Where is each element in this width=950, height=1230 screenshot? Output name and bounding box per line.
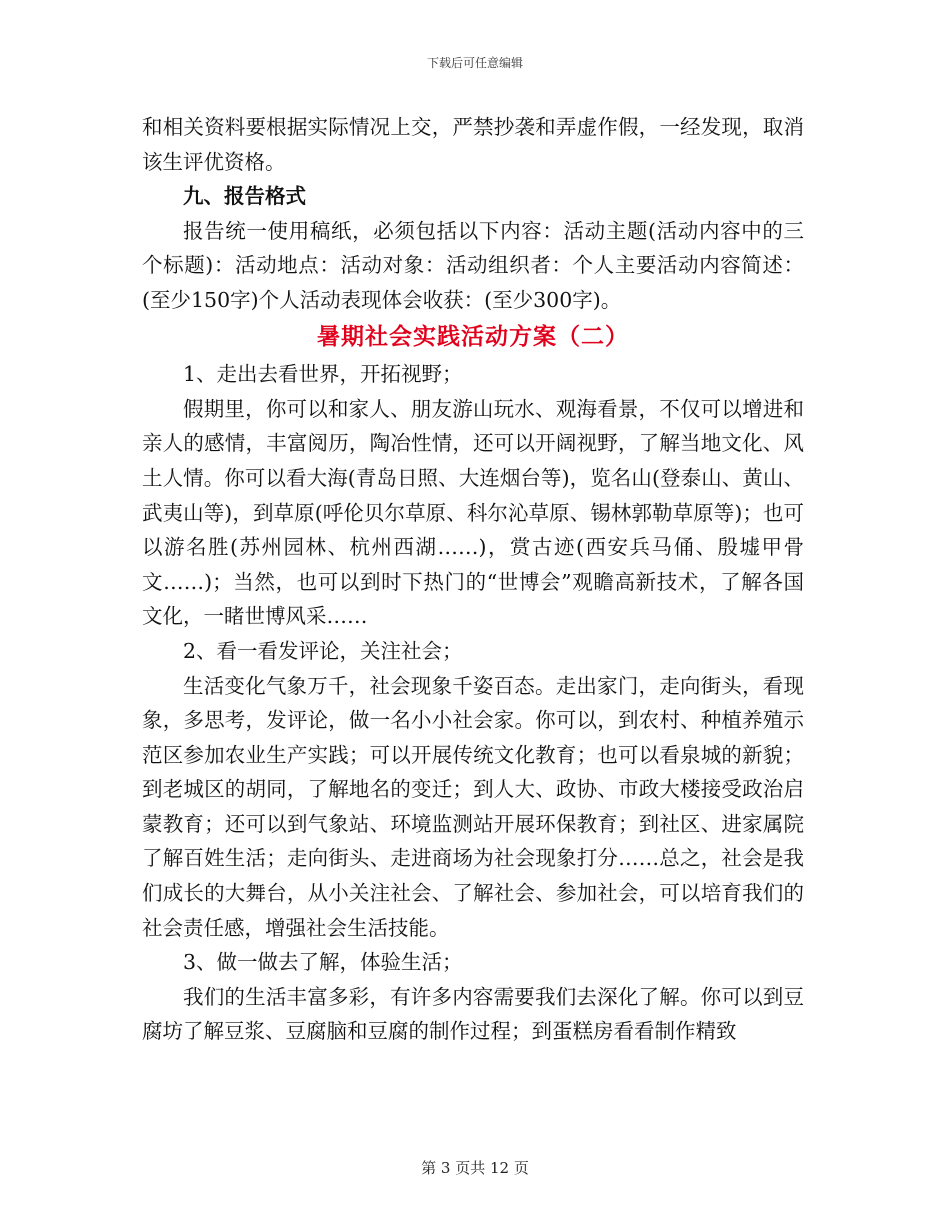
item-heading: 2、看一看发评论，关注社会； xyxy=(183,638,463,663)
section-heading: 九、报告格式 xyxy=(183,184,306,209)
item-heading: 1、走出去看世界，开拓视野； xyxy=(183,362,463,387)
paragraph: 生活变化气象万千，社会现象千姿百态。走出家门，走向街头，看现象，多思考，发评论，做一名小小社会家。你可以，到农村、种植养殖示范区参加农业生产实践；可以开展传统文化教育；也可以看泉城的新貌；到老城区的胡同，了解地名的变迁；到人大、政协、市政大楼接受政治启蒙教育；还可以到气象站、环境监测站开展环保教育；到社区、进家属院了解百姓生活；走向街头、走进商场为社会现象打分……总之，社会是我们成长的大舞台，从小关注社会、了解社会、参加社会，可以培育我们的社会责任感，增强社会生活技能。 xyxy=(142,673,804,940)
document-body xyxy=(142,110,804,1049)
page-header: 下载后可任意编辑 xyxy=(426,56,523,70)
paragraph-continued: 和相关资料要根据实际情况上交，严禁抄袭和弄虚作假，一经发现，取消该生评优资格。 xyxy=(142,115,804,174)
paragraph: 我们的生活丰富多彩，有许多内容需要我们去深化了解。你可以到豆腐坊了解豆浆、豆腐脑和豆腐的制作过程；到蛋糕房看看制作精致 xyxy=(142,984,804,1044)
page-footer: 第 3 页共 12 页 xyxy=(421,1159,529,1177)
paragraph: 报告统一使用稿纸，必须包括以下内容：活动主题(活动内容中的三个标题)：活动地点：活动对象：活动组织者：个人主要活动内容简述：(至少150字)个人活动表现体会收获：(至少300字)。 xyxy=(142,218,804,312)
paragraph: 假期里，你可以和家人、朋友游山玩水、观海看景，不仅可以增进和亲人的感情，丰富阅历，陶冶性情，还可以开阔视野，了解当地文化、风土人情。你可以看大海(青岛日照、大连烟台等)，览名山(登泰山、黄山、武夷山等)，到草原(呼伦贝尔草原、科尔沁草原、锡林郭勒草原等)；也可以游名胜(苏州园林、杭州西湖……)，赏古迹(西安兵马俑、殷墟甲骨文……)；当然，也可以到时下热门的“世博会”观瞻高新技术，了解各国文化，一睹世博风采…… xyxy=(142,396,804,629)
document-title: 暑期社会实践活动方案（二） xyxy=(317,322,629,350)
item-heading: 3、做一做去了解，体验生活； xyxy=(183,950,463,975)
